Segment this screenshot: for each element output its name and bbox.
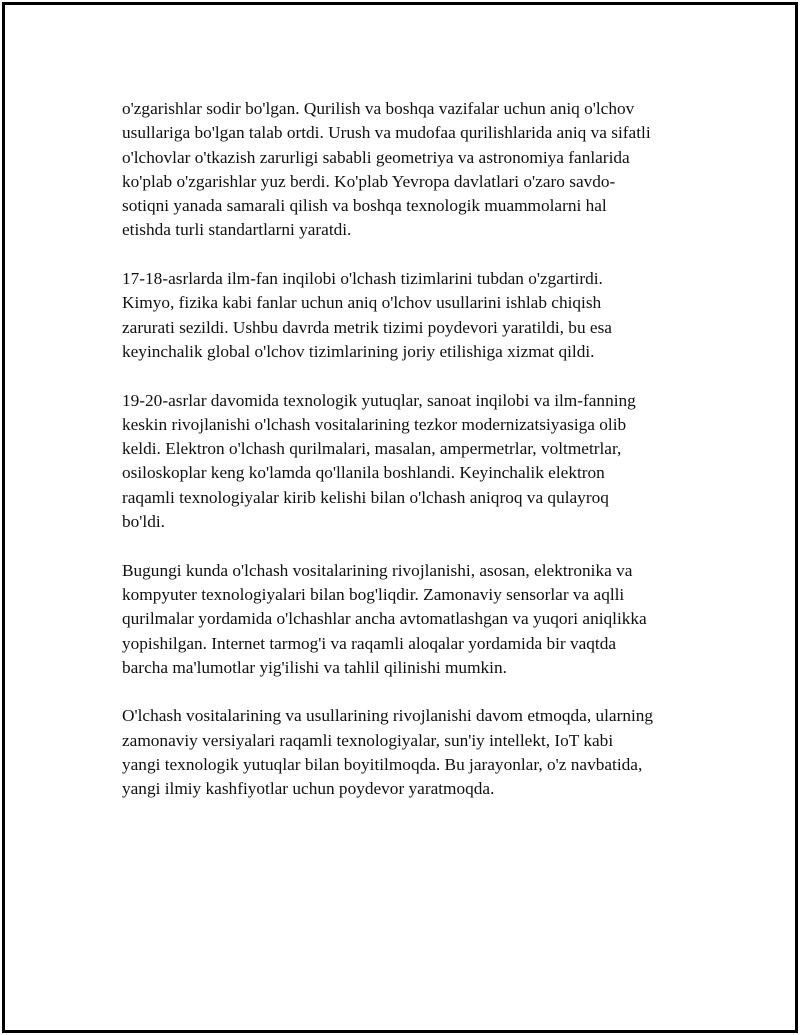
paragraph-5: O'lchash vositalarining va usullarining rivojlanishi davom etmoqda, ularning zamonaviy versiyalari raqamli texnologiyalar, sun'iy intellekt, IoT kabi yangi texnologik yutuqlar bilan boyitilmoqda. Bu jarayonlar, o'z navbatida, yangi ilmiy kashfiyotlar uchun poydevor yaratmoqda.: [122, 706, 654, 799]
page-border: [2, 2, 798, 1033]
paragraph-2: 17-18-asrlarda ilm-fan inqilobi o'lchash tizimlarini tubdan o'zgartirdi. Kimyo, fizika kabi fanlar uchun aniq o'lchov usullarini ishlab chiqish zarurati sezildi. Ushbu davrda metrik tizimi poydevori yaratildi, bu esa keyinchalik global o'lchov tizimlarining joriy etilishiga xizmat qildi.: [122, 269, 612, 361]
document-body: [122, 97, 702, 826]
paragraph-1: o'zgarishlar sodir bo'lgan. Qurilish va boshqa vazifalar uchun aniq o'lchov usullariga bo'lgan talab ortdi. Urush va mudofaa qurilishlarida aniq va sifatli o'lchovlar o'tkazish zarurligi sababli geometriya va astronomiya fanlarida ko'plab o'zgarishlar yuz berdi. Ko'plab Yevropa davlatlari o'zaro savdo- sotiqni yanada samarali qilish va boshqa texnologik muammolarni hal etishda turli standartlarni yaratdi.: [122, 99, 651, 240]
paragraph-4: Bugungi kunda o'lchash vositalarining rivojlanishi, asosan, elektronika va kompyuter texnologiyalari bilan bog'liqdir. Zamonaviy sensorlar va aqlli qurilmalar yordamida o'lchashlar ancha avtomatlashgan va yuqori aniqlikka yopishilgan. Internet tarmog'i va raqamli aloqalar yordamida bir vaqtda barcha ma'lumotlar yig'ilishi va tahlil qilinishi mumkin.: [122, 560, 647, 677]
paragraph-3: 19-20-asrlar davomida texnologik yutuqlar, sanoat inqilobi va ilm-fanning keskin rivojlanishi o'lchash vositalarining tezkor modernizatsiyasiga olib keldi. Elektron o'lchash qurilmalari, masalan, ampermetrlar, voltmetrlar, osiloskoplar keng ko'lamda qo'llanila boshlandi. Keyinchalik elektron raqamli texnologiyalar kirib kelishi bilan o'lchash aniqroq va qulayroq bo'ldi.: [122, 390, 636, 532]
